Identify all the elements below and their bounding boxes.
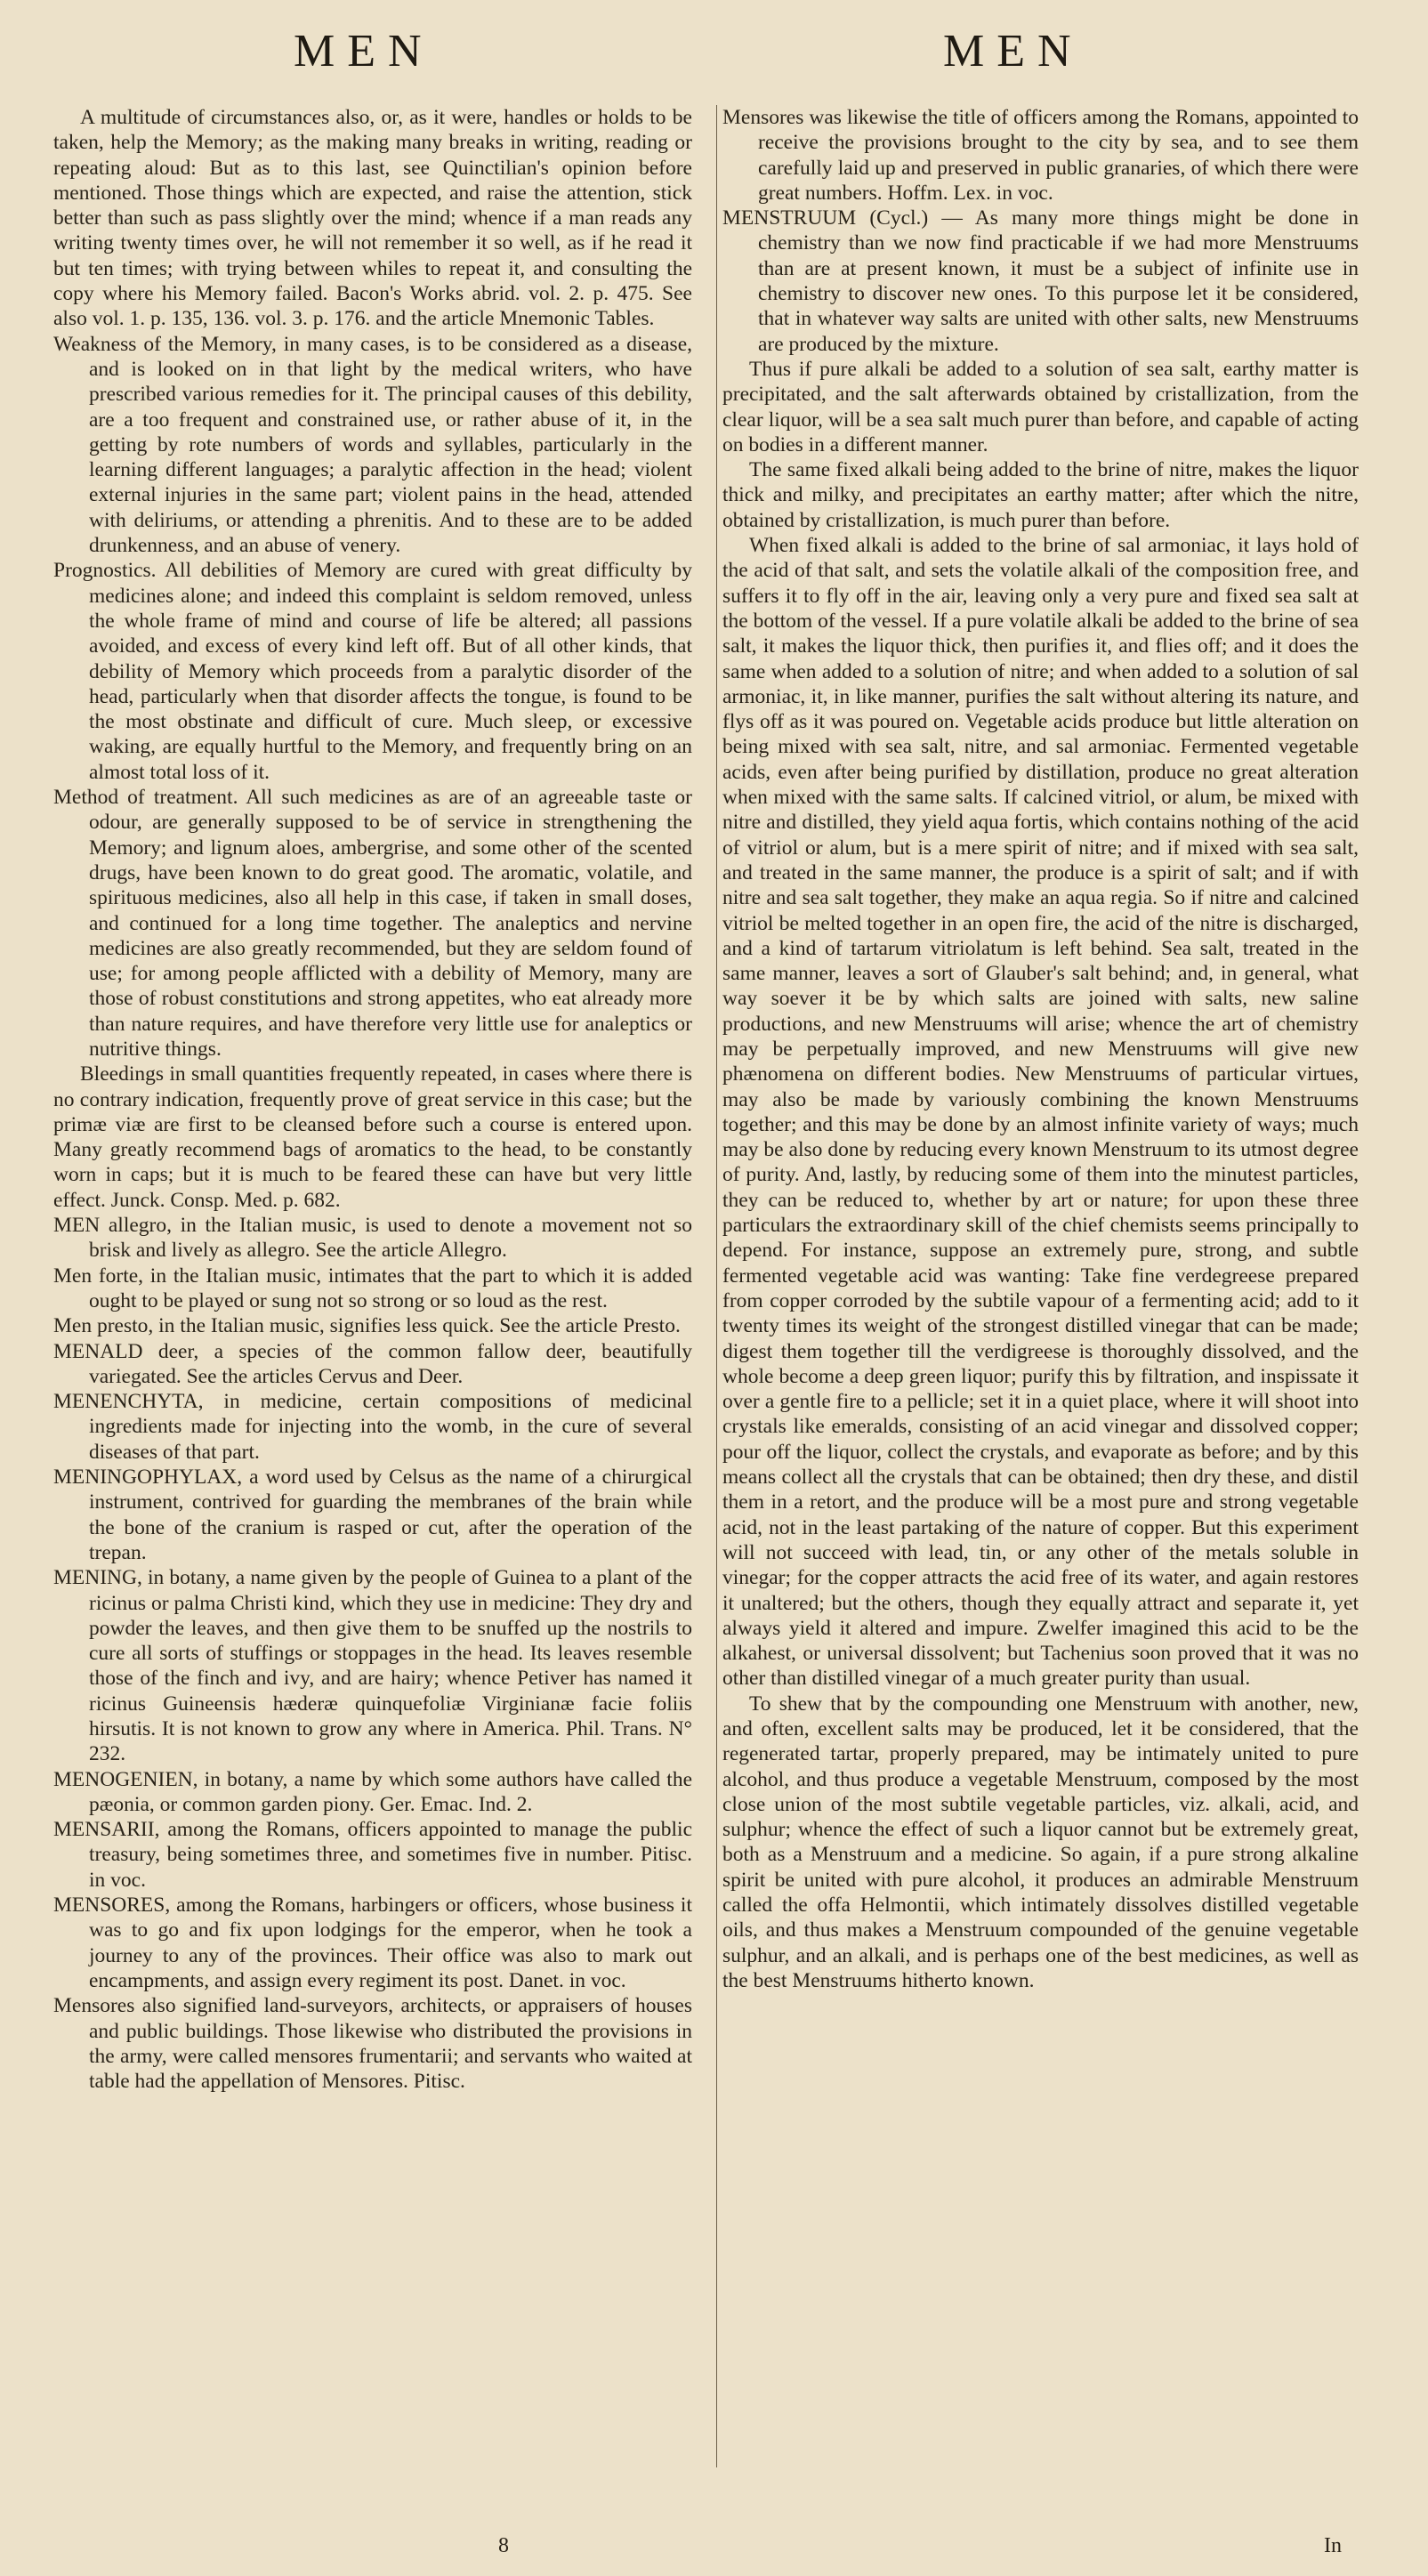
right-paragraph: The same fixed alkali being added to the brine of nitre, makes the liquor thick and milky, and precipitates an earthy matter; after which the nitre, obtained by cristallization, is much purer than before. [722, 458, 1359, 532]
left-paragraph: MENING, in botany, a name given by the people of Guinea to a plant of the ricinus or palma Christi kind, which they use in medicine: They dry and powder the leaves, and then give them to be snuffed up the nostrils to cure all sorts of stuffings or stoppages in the head. Its leaves resemble those of the finch and ivy, and are hairy; whence Petiver has named it ricinus Guineensis hæderæ quinquefoliæ Virginianæ facie foliis hirsutis. It is not known to grow any where in America. Phil. Trans. N° 232. [53, 1566, 692, 1766]
left-paragraph: Mensores also signified land-surveyors, architects, or appraisers of houses and public buildings. Those likewise who distributed the provisions in the army, were called mensores frumentarii; and servants who waited at table had the appellation of Mensores. Pitisc. [53, 1994, 692, 2094]
right-paragraph: Thus if pure alkali be added to a solution of sea salt, earthy matter is precipitated, and the salt afterwards obtained by cristallization, from the clear liquor, will be a sea salt much purer than before, and capable of acting on bodies in a different manner. [722, 357, 1359, 456]
left-paragraph: A multitude of circumstances also, or, as it were, handles or holds to be taken, help the Memory; as the making many breaks in writing, reading or repeating aloud: But as to this last, see Quinctilian's opinion before mentioned. Those things which are expected, and raise the attention, stick better than such as pass slightly over the mind; whence if a man reads any writing twenty times over, he will not remember it so well, as if he read it but ten times; with trying between whiles to repeat it, and consulting the copy where his Memory failed. Bacon's Works abrid. vol. 2. p. 475. See also vol. 1. p. 135, 136. vol. 3. p. 176. and the article Mnemonic Tables. [53, 106, 692, 331]
right-paragraph: MENSTRUUM (Cycl.) — As many more things might be done in chemistry than we now find practicable if we had more Menstruums than are at present known, it must be a subject of infinite use in chemistry to discover new ones. To this purpose let it be considered, that in whatever way salts are united with other salts, new Menstruums are produced by the mixture. [722, 206, 1359, 356]
right-paragraph: Mensores was likewise the title of officers among the Romans, appointed to receive the provisions brought to the city by sea, and to see them carefully laid up and preserved in public granaries, of which there were great numbers. Hoffm. Lex. in voc. [722, 106, 1359, 205]
right-paragraph: When fixed alkali is added to the brine of sal armoniac, it lays hold of the acid of that salt, and sets the volatile alkali of the composition free, and suffers it to fly off in the air, leaving only a very pure and fixed sea salt at the bottom of the vessel. If a pure volatile alkali be added to the brine of sea salt, it makes the liquor thick, then purifies it, and flies off; and it does the same when added to a solution of nitre; and when added to a solution of sal armoniac, it, in like manner, purifies the salt without altering its nature, and flys off as it was poured on. Vegetable acids produce but little alteration on being mixed with sea salt, nitre, and sal armoniac. Fermented vegetable acids, even after being purified by distillation, produce no great alteration when mixed with the same salts. If calcined vitriol, or alum, be mixed with nitre and distilled, they yield aqua fortis, which contains nothing of the acid of vitriol or alum, but is a mere spirit of nitre; and if mixed with sea salt, and treated in the same manner, the produce is a spirit of salt; and if with nitre and sea salt together, they make an aqua regia. So if nitre and calcined vitriol be melted together in an open fire, the acid of the nitre is discharged, and a kind of tartarum vitriolatum is left behind. Sea salt, treated in the same manner, leaves a sort of Glauber's salt behind; and, in general, what way soever it be by which salts are joined with salts, new saline productions, and new Menstruums will arise; whence the art of chemistry may be perpetually improved, and new Menstruums will give new phænomena on different bodies. New Menstruums of particular virtues, may also be made by variously combining the known Menstruums together; and this may be done by an almost infinite variety of ways; much may be also done by reducing every known Menstruum to its utmost degree of purity. And, lastly, by reducing some of them into the minutest particles, they can be reduced to, whether by art or nature; for upon these three particulars the extraordinary skill of the chief chemists seems principally to depend. For instance, suppose an extremely pure, strong, and subtle fermented vegetable acid was wanting: Take fine verdegreese prepared from copper corroded by the subtile vapour of a fermenting acid; add to it twenty times its weight of the strongest distilled vinegar that can be made; digest them together till the verdigreese is thoroughly dissolved, and the whole become a deep green liquor; purify this by filtration, and inspissate it over a gentle fire to a pellicle; set it in a quiet place, where it will shoot into crystals like emeralds, consisting of an acid vinegar and dissolved copper; pour off the liquor, collect the crystals, and evaporate as before; and by this means collect all the crystals that can be obtained; then dry these, and distil them in a retort, and the produce will be a most pure and strong vegetable acid, not in the least partaking of the nature of copper. But this experiment will not succeed with lead, tin, or any other of the metals soluble in vinegar; for the copper attracts the acid free of its water, and again restores it unaltered; but the others, though they equally attract and separate it, yet always yield it altered and impure. Zwelfer imagined this acid to be the alkahest, or universal dissolvent; but Tachenius soon proved that it was no other than distilled vinegar of a much greater purity than usual. [722, 534, 1359, 1691]
left-paragraph: Weakness of the Memory, in many cases, is to be considered as a disease, and is looked on in that light by the medical writers, who have prescribed various remedies for it. The principal causes of this debility, are a too frequent and constrained use, or rather abuse of it, in the getting by rote numbers of words and syllables, particularly in the learning different languages; a paralytic affection in the head; violent external injuries in the same part; violent pains in the head, attended with deliriums, or attending a phrenitis. And to these are to be added drunkenness, and an abuse of venery. [53, 332, 692, 558]
page-number: 8 [498, 2534, 509, 2557]
column-divider [716, 105, 717, 2467]
left-paragraph: Prognostics. All debilities of Memory are cured with great difficulty by medicines alone; and indeed this complaint is seldom removed, unless the whole frame of mind and course of life be altered; all passions avoided, and excess of every kind left off. But of all other kinds, that debility of Memory which proceeds from a paralytic disorder of the head, particularly when that disorder affects the tongue, is found to be the most obstinate and difficult of cure. Much sleep, or excessive waking, are equally hurtful to the Memory, and frequently bring on an almost total loss of it. [53, 559, 692, 784]
left-paragraph: MENENCHYTA, in medicine, certain compositions of medicinal ingredients made for injecting into the womb, in the cure of several diseases of that part. [53, 1390, 692, 1464]
left-paragraph: MENALD deer, a species of the common fallow deer, beautifully variegated. See the articles Cervus and Deer. [53, 1339, 692, 1388]
left-paragraph: Men presto, in the Italian music, signifies less quick. See the article Presto. [53, 1314, 681, 1338]
left-paragraph: MENSORES, among the Romans, harbingers or officers, whose business it was to go and fix upon lodgings for the emperor, when he took a journey to any of the provinces. Their office was also to mark out encampments, and assign every regiment its post. Danet. in voc. [53, 1894, 692, 1992]
left-paragraph: MENOGENIEN, in botany, a name by which some authors have called the pæonia, or common garden piony. Ger. Emac. Ind. 2. [53, 1767, 692, 1816]
left-paragraph: MENINGOPHYLAX, a word used by Celsus as the name of a chirurgical instrument, contrived for guarding the membranes of the brain while the bone of the cranium is rasped or cut, after the operation of the trepan. [53, 1466, 692, 1564]
running-head-left: MEN [294, 26, 434, 77]
left-paragraph: MENSARII, among the Romans, officers appointed to manage the public treasury, being sometimes three, and sometimes five in number. Pitisc. in voc. [53, 1818, 692, 1892]
running-head-right: MEN [943, 26, 1084, 77]
left-paragraph: MEN allegro, in the Italian music, is used to denote a movement not so brisk and lively as allegro. See the article Allegro. [53, 1214, 692, 1263]
catchword: In [1324, 2534, 1342, 2557]
left-paragraph: Method of treatment. All such medicines as are of an agreeable taste or odour, are generally supposed to be of service in strengthening the Memory; and lignum aloes, ambergrise, and some other of the scented drugs, have been known to do great good. The aromatic, volatile, and spirituous medicines, also all help in this case, if taken in small doses, and continued for a long time together. The analeptics and nervine medicines are also greatly recommended, but they are seldom found of use; for among people afflicted with a debility of Memory, many are those of robust constitutions and strong appetites, who eat already more than nature requires, and have therefore very little use for analeptics or nutritive things. [53, 786, 692, 1061]
right-column [722, 105, 1359, 1993]
left-column [53, 105, 692, 2094]
left-paragraph: Bleedings in small quantities frequently repeated, in cases where there is no contrary indication, frequently prove of great service in this case; but the primæ viæ are first to be cleansed before such a course is entered upon. Many greatly recommend bags of aromatics to the head, to be constantly worn in caps; but it is much to be feared these can have but very little effect. Junck. Consp. Med. p. 682. [53, 1062, 692, 1212]
left-paragraph: Men forte, in the Italian music, intimates that the part to which it is added ought to be played or sung not so strong or so loud as the rest. [53, 1264, 692, 1312]
right-paragraph: To shew that by the compounding one Menstruum with another, new, and often, excellent salts may be produced, let it be considered, that the regenerated tartar, properly prepared, may be intimately united to pure alcohol, and thus produce a vegetable Menstruum, composed by the most close union of the most subtile vegetable particles, viz. alkali, acid, and sulphur; whence the effect of such a liquor cannot but be extremely great, both as a Menstruum and a medicine. So again, if a pure strong alkaline spirit be united with pure alcohol, it produces an admirable Menstruum called the offa Helmontii, which intimately dissolves distilled vegetable oils, and thus makes a Menstruum compounded of the genuine vegetable sulphur, and an alkali, and is perhaps one of the best medicines, as well as the best Menstruums hitherto known. [722, 1692, 1359, 1992]
